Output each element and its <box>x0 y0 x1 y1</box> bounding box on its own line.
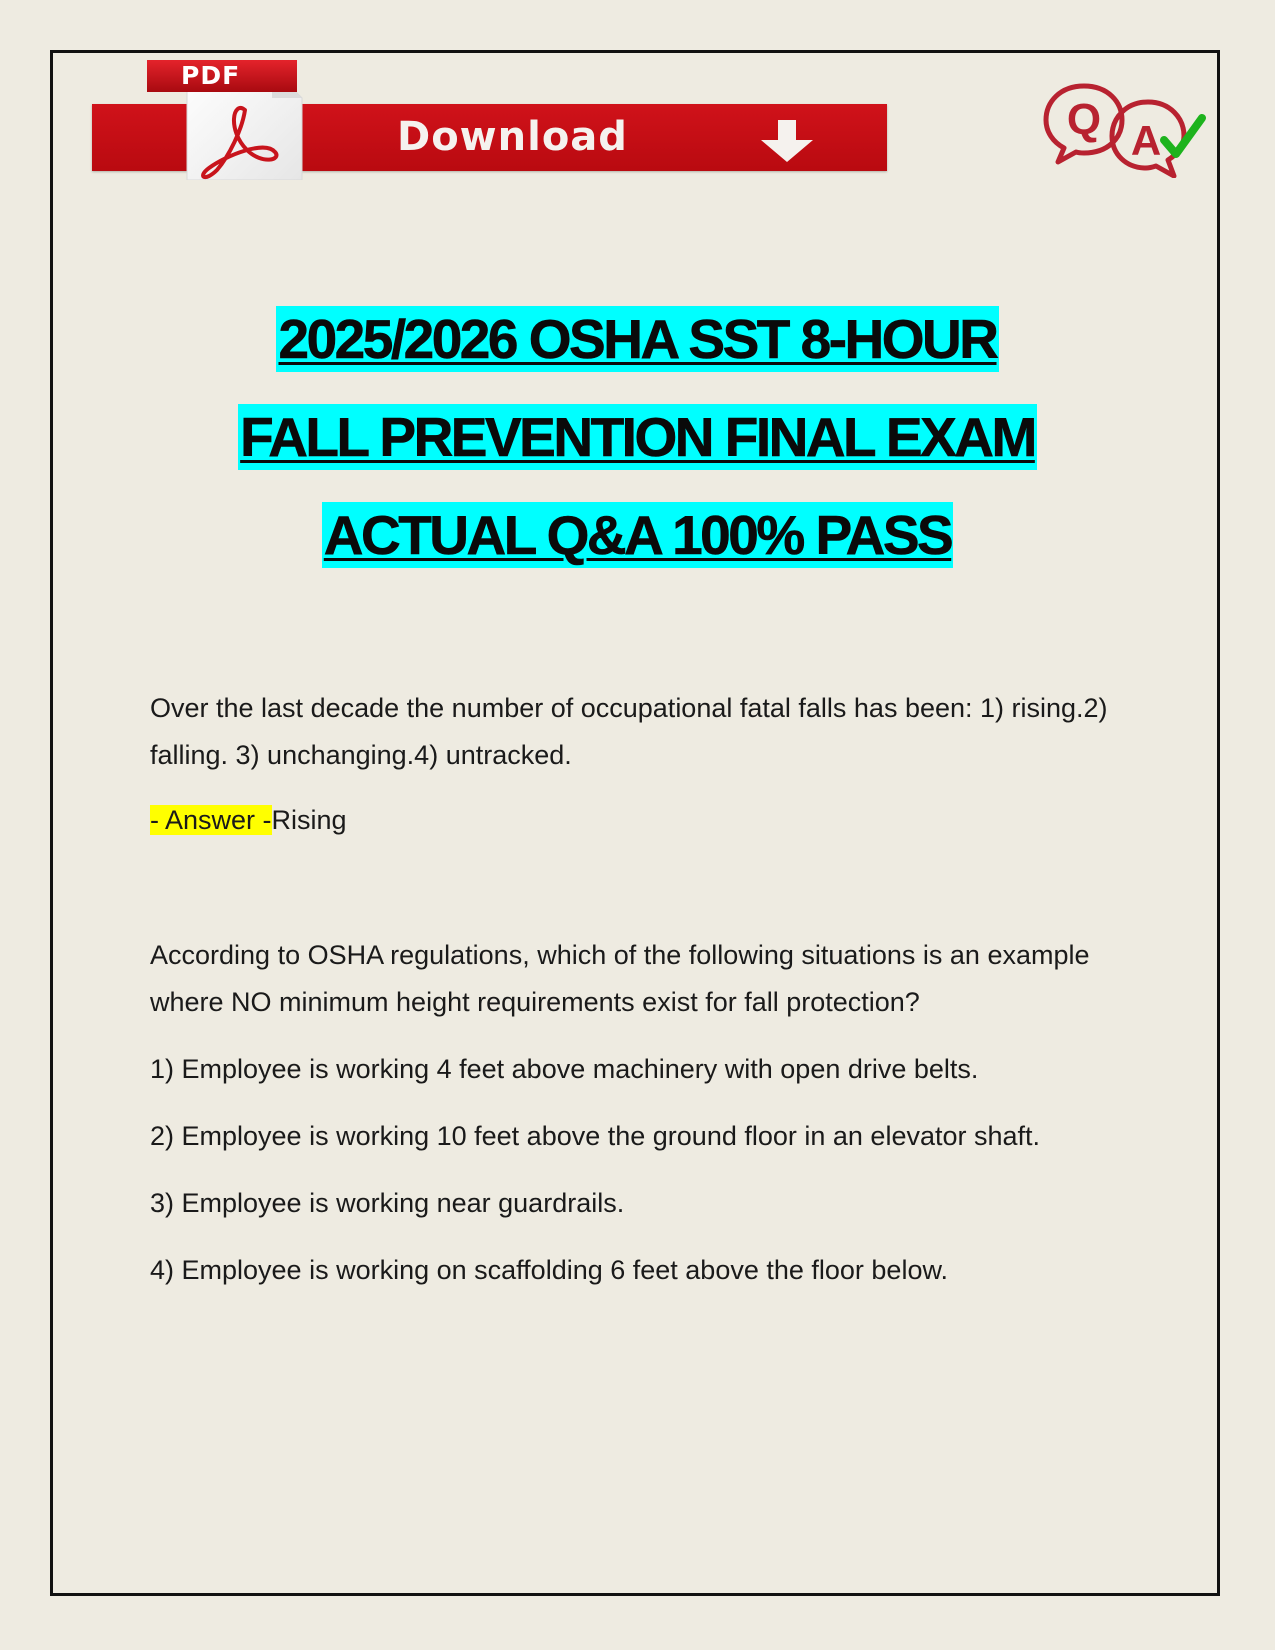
title-line-2: FALL PREVENTION FINAL EXAM <box>240 406 1035 468</box>
a-letter: A <box>1130 117 1162 164</box>
qa-content <box>150 685 1125 1294</box>
answer-option: 3) Employee is working near guardrails. <box>150 1188 625 1218</box>
answer-option: 4) Employee is working on scaffolding 6 feet above the floor below. <box>150 1255 948 1285</box>
qa-logo <box>1040 78 1210 178</box>
question-2 <box>150 932 1125 1294</box>
answer <box>150 797 1125 844</box>
answer-value: Rising <box>271 805 347 835</box>
title-line-1: 2025/2026 OSHA SST 8-HOUR <box>278 308 997 370</box>
question-1 <box>150 685 1125 844</box>
q-letter: Q <box>1066 95 1102 144</box>
download-arrow-icon <box>757 120 817 162</box>
question-text: Over the last decade the number of occupational fatal falls has been: 1) rising.2) falling. 3) unchanging.4) untracked. <box>150 693 1108 770</box>
pdf-download-banner[interactable] <box>92 60 887 175</box>
answer-option: 1) Employee is working 4 feet above machinery with open drive belts. <box>150 1054 979 1084</box>
download-label: Download <box>397 114 628 160</box>
answer-label: - Answer - <box>150 805 272 835</box>
title-line-3: ACTUAL Q&A 100% PASS <box>323 504 952 566</box>
pdf-document-icon <box>147 60 307 180</box>
document-title <box>0 306 1275 600</box>
question-text: According to OSHA regulations, which of the following situations is an example where NO minimum height requirements exist for fall protection? <box>150 940 1090 1017</box>
pdf-tag: PDF <box>147 60 297 92</box>
answer-option: 2) Employee is working 10 feet above the ground floor in an elevator shaft. <box>150 1121 1041 1151</box>
